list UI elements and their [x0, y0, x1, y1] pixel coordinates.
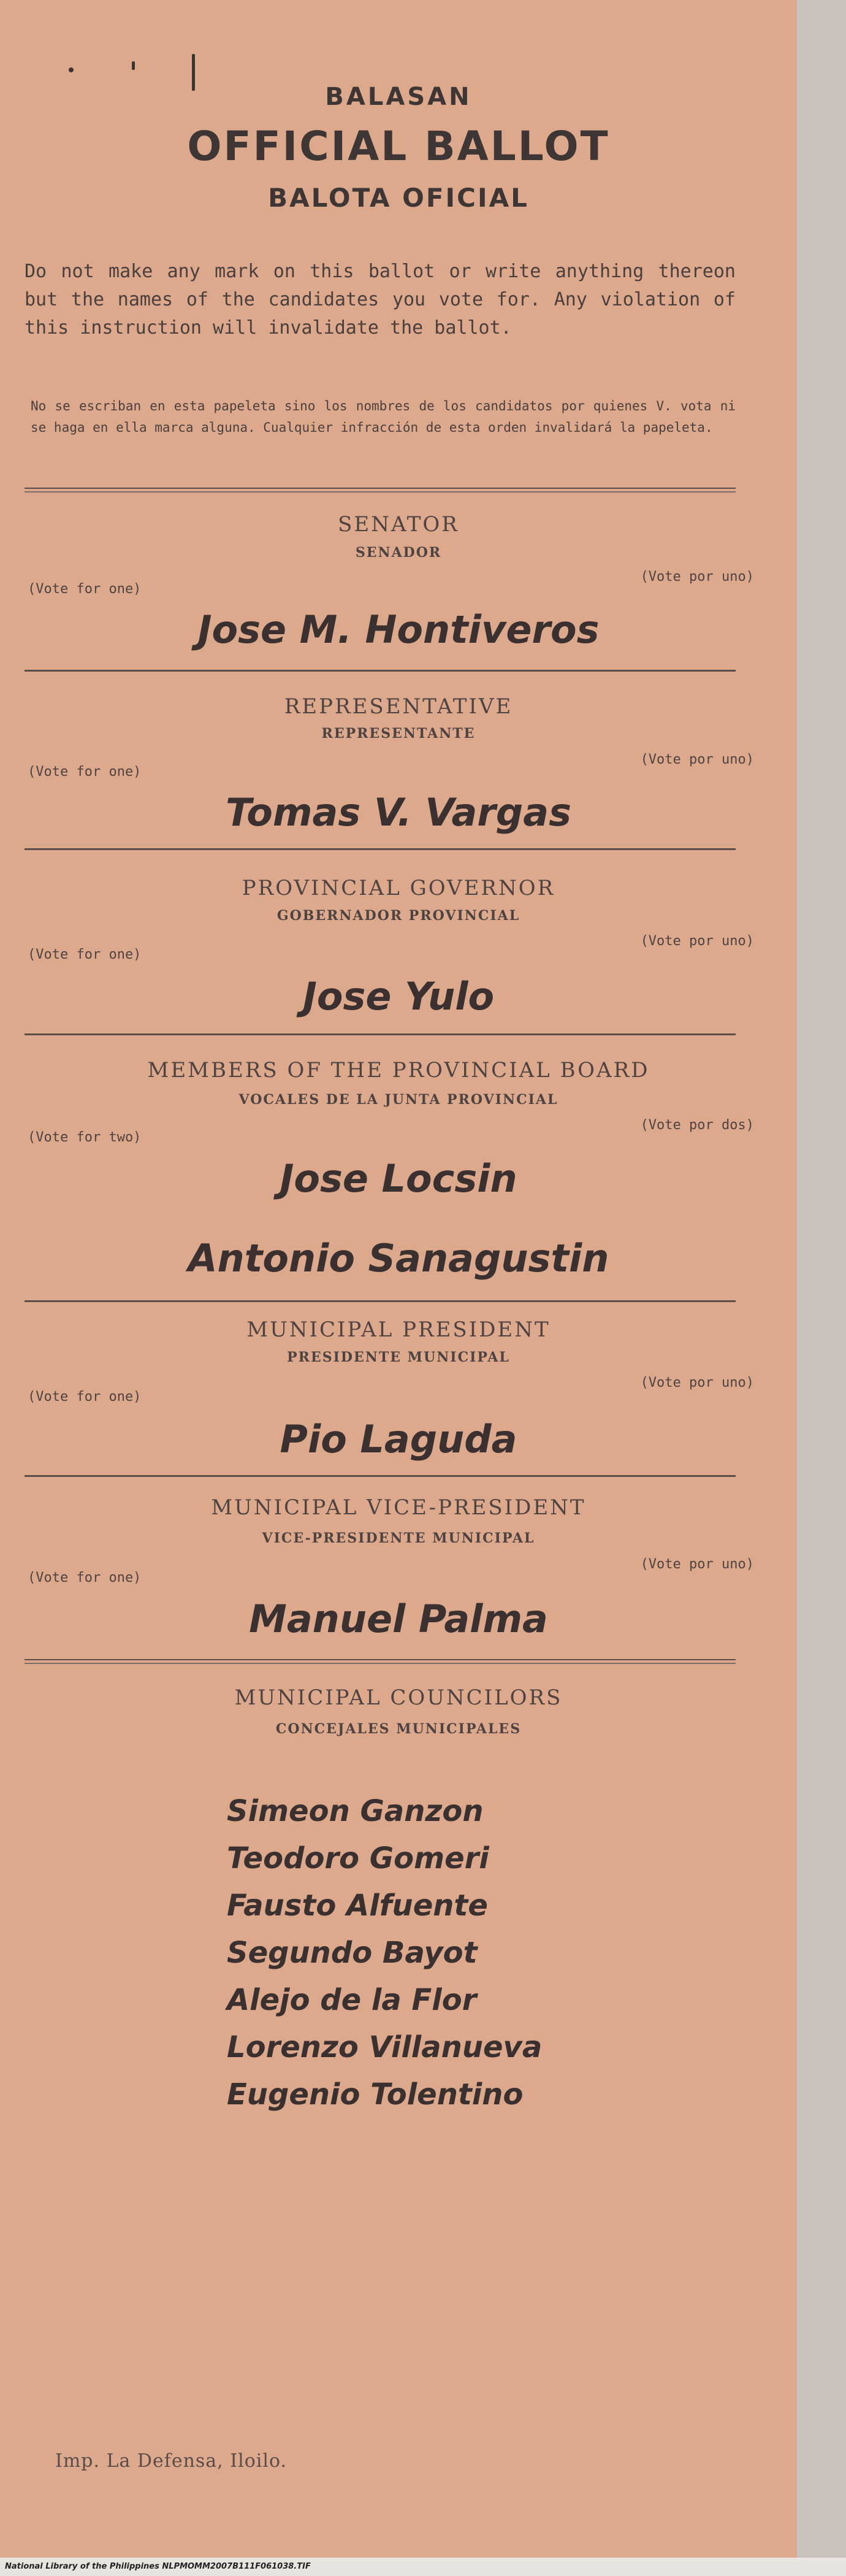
- section-divider: [25, 1033, 736, 1035]
- vote-instruction-es: (Vote por uno): [640, 569, 754, 585]
- archive-caption: National Library of the Philippines NLPMOMM2007B111F061038.TIF: [5, 2562, 311, 2571]
- vote-instruction-en: (Vote for one): [28, 1389, 142, 1405]
- candidate-name: Jose M. Hontiveros: [197, 607, 600, 652]
- vote-instruction-es: (Vote por uno): [640, 1375, 754, 1390]
- candidate-name: Teodoro Gomeri: [227, 1841, 489, 1876]
- office-title-es: SENADOR: [355, 545, 442, 561]
- section-divider: [25, 1659, 736, 1660]
- printer-imprint: Imp. La Defensa, Iloilo.: [55, 2450, 288, 2472]
- candidate-name: Eugenio Tolentino: [227, 2077, 524, 2112]
- candidate-name: Antonio Sanagustin: [188, 1236, 609, 1281]
- office-title-es: PRESIDENTE MUNICIPAL: [287, 1349, 510, 1365]
- candidate-name: Alejo de la Flor: [227, 1983, 477, 2017]
- office-title: MUNICIPAL VICE-PRESIDENT: [211, 1495, 586, 1520]
- section-divider: [25, 1475, 736, 1477]
- ballot-subtitle: BALOTA OFICIAL: [268, 183, 529, 213]
- vote-instruction-es: (Vote por uno): [640, 1557, 754, 1572]
- vote-instruction-en: (Vote for one): [28, 947, 142, 962]
- office-title-es: REPRESENTANTE: [321, 726, 476, 742]
- candidate-name: Jose Yulo: [302, 974, 495, 1019]
- ink-speck: [69, 67, 74, 72]
- candidate-name: Fausto Alfuente: [227, 1888, 488, 1923]
- vote-instruction-es: (Vote por uno): [640, 752, 754, 767]
- section-divider: [25, 848, 736, 850]
- candidate-name: Simeon Ganzon: [227, 1794, 484, 1828]
- candidate-name: Pio Laguda: [280, 1417, 517, 1462]
- councilor-list: [227, 1788, 542, 2118]
- candidate-name: Lorenzo Villanueva: [227, 2030, 543, 2064]
- office-title: MEMBERS OF THE PROVINCIAL BOARD: [147, 1058, 650, 1083]
- instructions-english: Do not make any mark on this ballot or write anything thereon but the names of the candidates you vote for. Any violation of this instruction will invalidate the ballot.: [25, 261, 736, 339]
- office-title-es: GOBERNADOR PROVINCIAL: [276, 908, 520, 924]
- office-title-es: CONCEJALES MUNICIPALES: [275, 1721, 522, 1737]
- candidate-name: Manuel Palma: [249, 1597, 548, 1641]
- vote-instruction-en: (Vote for two): [28, 1130, 142, 1145]
- vote-instruction-es: (Vote por dos): [640, 1117, 754, 1133]
- ballot-title: OFFICIAL BALLOT: [187, 123, 610, 170]
- vote-instruction-en: (Vote for one): [28, 581, 142, 597]
- section-divider: [25, 1300, 736, 1302]
- candidate-name: Tomas V. Vargas: [226, 790, 571, 835]
- office-title: REPRESENTATIVE: [284, 694, 513, 719]
- vote-instruction-es: (Vote por uno): [640, 933, 754, 949]
- candidate-name: Jose Locsin: [280, 1156, 517, 1201]
- instructions-spanish: No se escriban en esta papeleta sino los nombres de los candidatos por quienes V. vota ni se haga en ella marca alguna. Cualquier infracción de esta orden invalidará la papeleta.: [31, 399, 736, 435]
- office-title-es: VOCALES DE LA JUNTA PROVINCIAL: [238, 1092, 558, 1108]
- office-title-es: VICE-PRESIDENTE MUNICIPAL: [262, 1530, 535, 1546]
- office-title: MUNICIPAL COUNCILORS: [234, 1685, 563, 1710]
- office-title: PROVINCIAL GOVERNOR: [242, 876, 555, 900]
- candidate-name: Segundo Bayot: [227, 1936, 478, 1970]
- section-divider: [25, 670, 736, 672]
- office-title: SENATOR: [338, 512, 459, 537]
- vote-instruction-en: (Vote for one): [28, 1570, 142, 1585]
- ink-speck: [132, 61, 135, 70]
- office-title: MUNICIPAL PRESIDENT: [246, 1317, 551, 1342]
- section-divider: [25, 488, 736, 489]
- vote-instruction-en: (Vote for one): [28, 764, 142, 780]
- ballot-locality: BALASAN: [325, 83, 472, 111]
- scan-margin: [797, 0, 846, 2558]
